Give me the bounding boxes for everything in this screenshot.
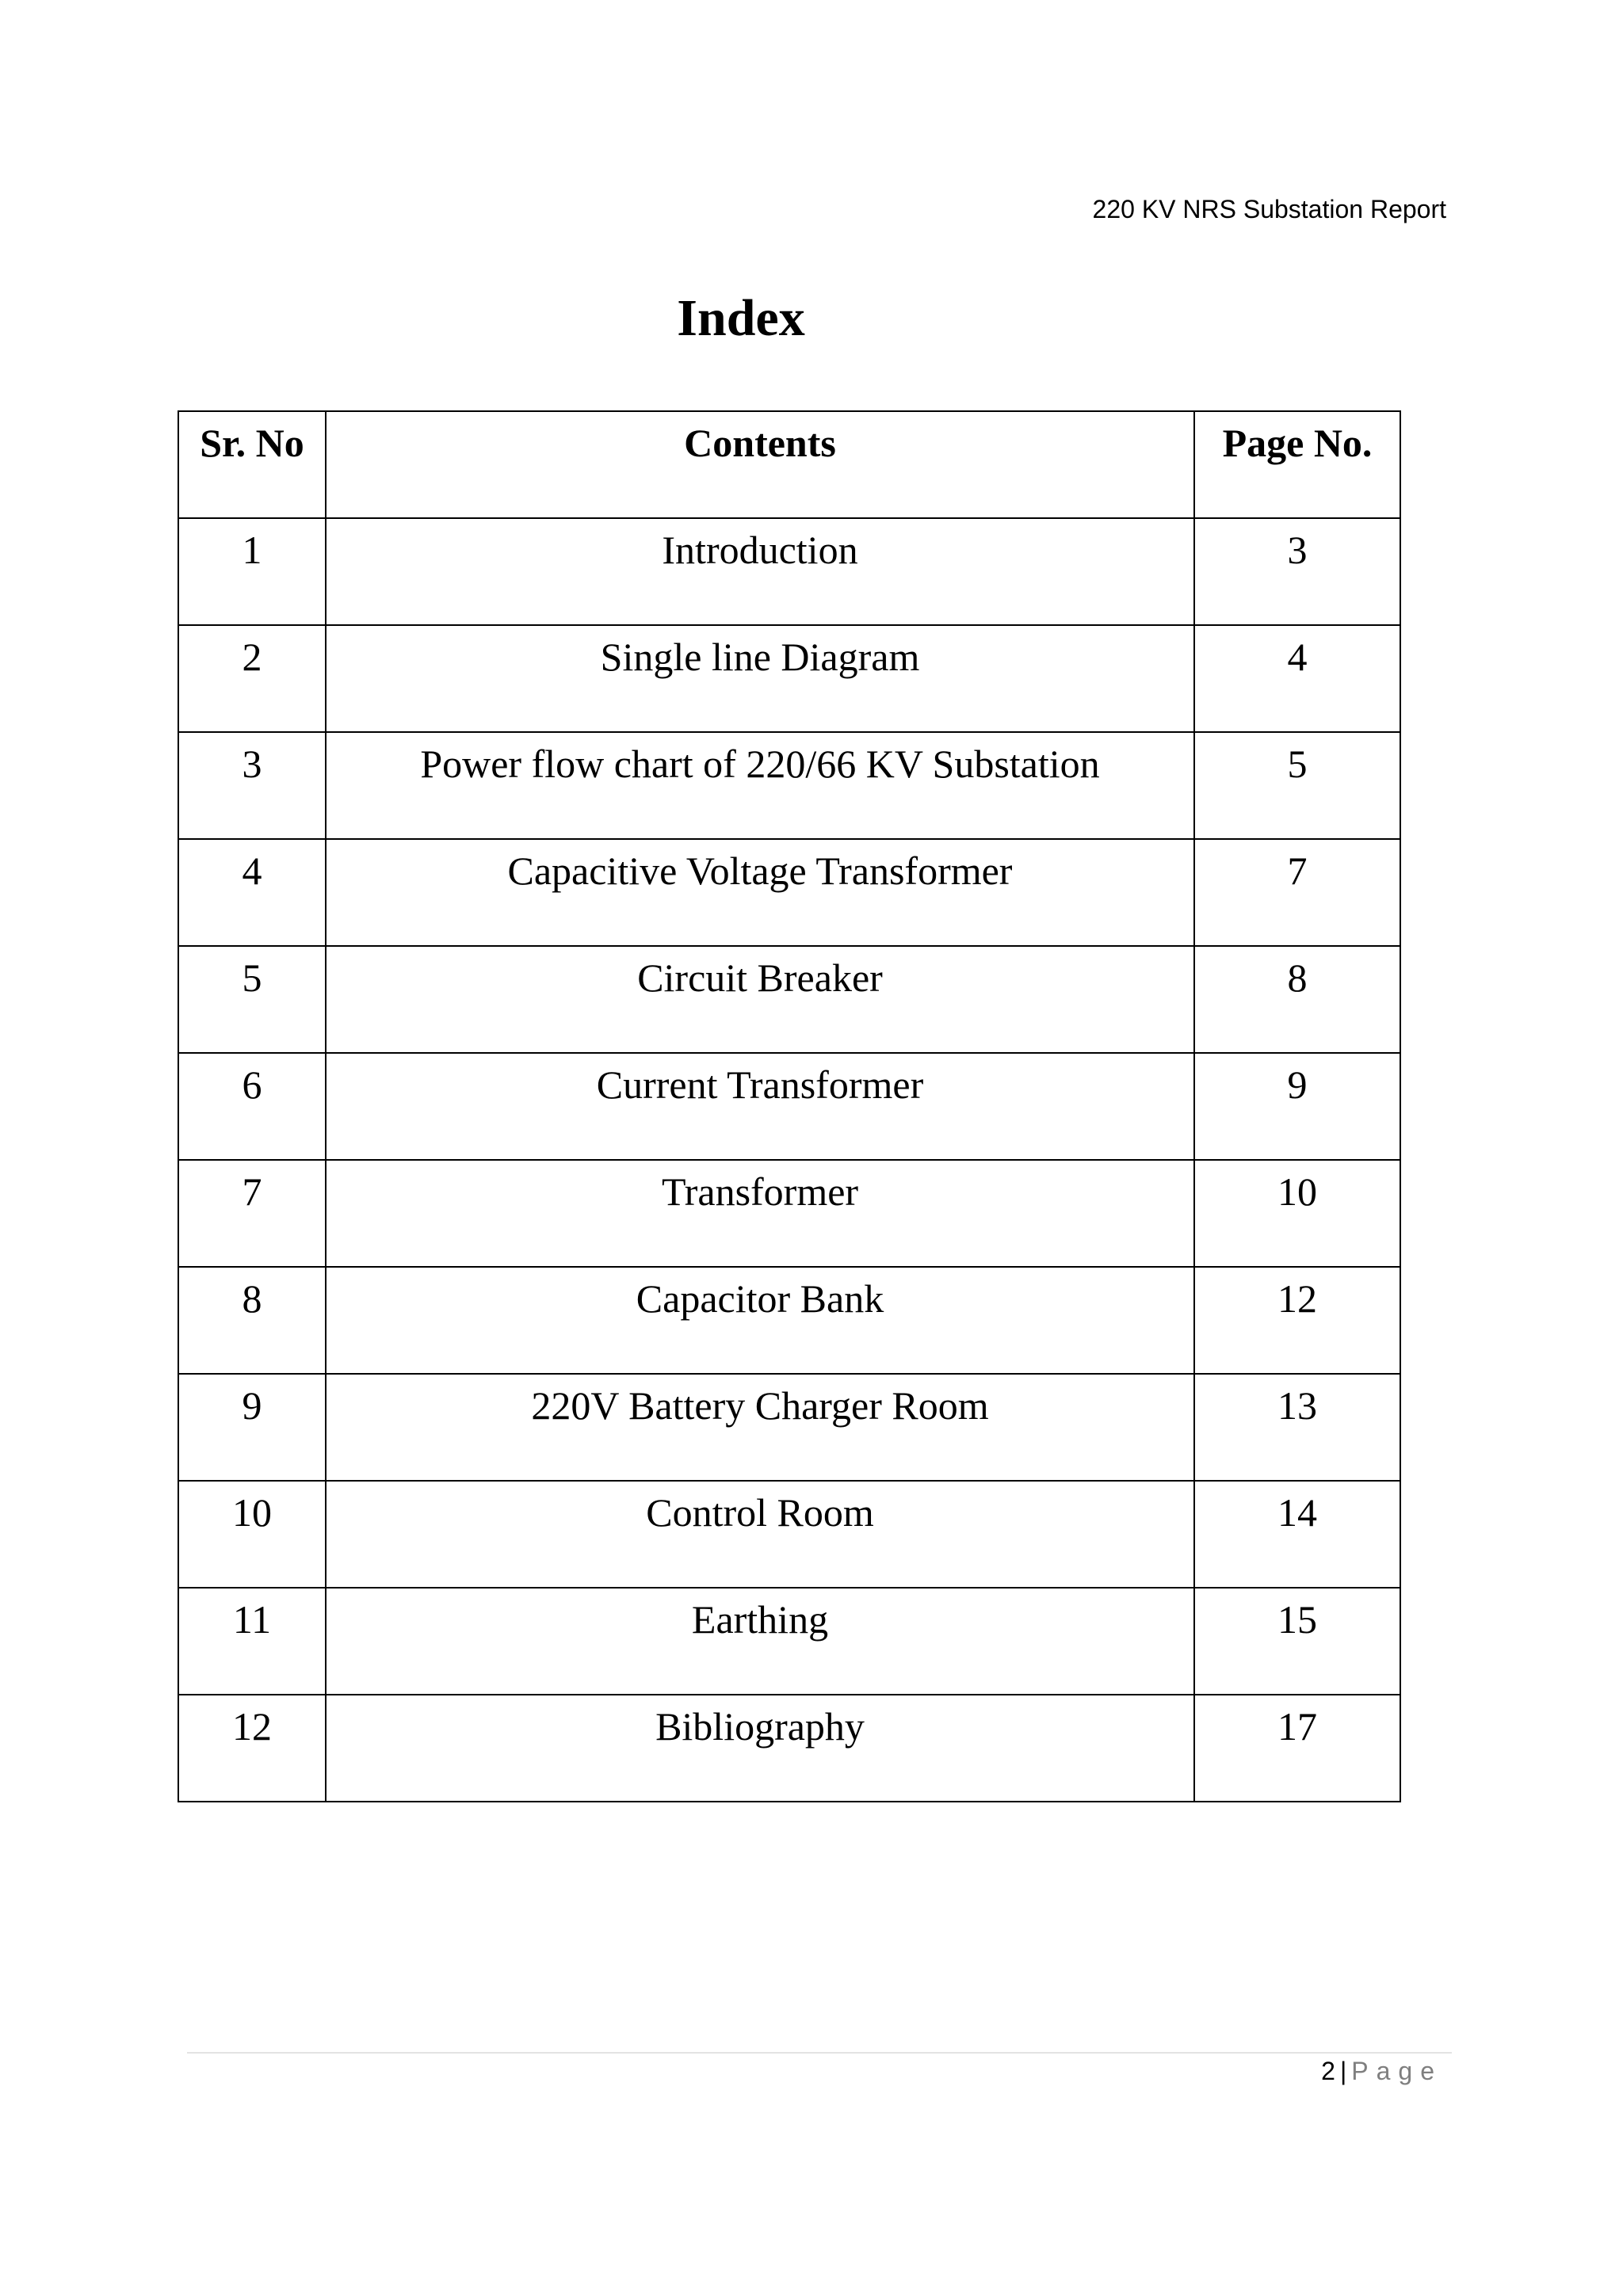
table-row: [178, 1588, 1400, 1695]
sr-cell: 9: [178, 1374, 326, 1481]
header-contents: Contents: [326, 411, 1194, 518]
table-row: [178, 1695, 1400, 1802]
sr-cell: 8: [178, 1267, 326, 1374]
page-footer: [1321, 2057, 1442, 2086]
sr-cell: 5: [178, 946, 326, 1053]
table-row: [178, 518, 1400, 625]
footer-divider: [187, 2052, 1452, 2054]
table-row: [178, 1053, 1400, 1160]
page-cell: 9: [1194, 1053, 1400, 1160]
footer-separator: |: [1339, 2057, 1347, 2085]
table-row: [178, 1160, 1400, 1267]
sr-cell: 12: [178, 1695, 326, 1802]
contents-cell: Current Transformer: [326, 1053, 1194, 1160]
sr-cell: 3: [178, 732, 326, 839]
contents-cell: Bibliography: [326, 1695, 1194, 1802]
page-cell: 3: [1194, 518, 1400, 625]
contents-cell: Capacitive Voltage Transformer: [326, 839, 1194, 946]
page-cell: 17: [1194, 1695, 1400, 1802]
sr-cell: 6: [178, 1053, 326, 1160]
table-row: [178, 1267, 1400, 1374]
page-cell: 8: [1194, 946, 1400, 1053]
table-row: [178, 1481, 1400, 1588]
table-header-row: [178, 411, 1400, 518]
sr-cell: 4: [178, 839, 326, 946]
contents-cell: Power flow chart of 220/66 KV Substation: [326, 732, 1194, 839]
page-cell: 13: [1194, 1374, 1400, 1481]
contents-cell: Introduction: [326, 518, 1194, 625]
running-header: 220 KV NRS Substation Report: [1092, 195, 1446, 223]
page-cell: 14: [1194, 1481, 1400, 1588]
page-label: Page: [1351, 2057, 1442, 2085]
table-row: [178, 839, 1400, 946]
contents-cell: Circuit Breaker: [326, 946, 1194, 1053]
sr-cell: 10: [178, 1481, 326, 1588]
header-sr-no: Sr. No: [178, 411, 326, 518]
page-cell: 7: [1194, 839, 1400, 946]
header-page-no: Page No.: [1194, 411, 1400, 518]
index-table: [178, 410, 1401, 1802]
table-row: [178, 946, 1400, 1053]
contents-cell: Capacitor Bank: [326, 1267, 1194, 1374]
contents-cell: Single line Diagram: [326, 625, 1194, 732]
contents-cell: 220V Battery Charger Room: [326, 1374, 1194, 1481]
sr-cell: 2: [178, 625, 326, 732]
page-cell: 10: [1194, 1160, 1400, 1267]
page-cell: 12: [1194, 1267, 1400, 1374]
page-title: Index: [677, 289, 805, 347]
page-cell: 4: [1194, 625, 1400, 732]
table-row: [178, 1374, 1400, 1481]
contents-cell: Transformer: [326, 1160, 1194, 1267]
table-row: [178, 732, 1400, 839]
table-row: [178, 625, 1400, 732]
sr-cell: 1: [178, 518, 326, 625]
page-number: 2: [1321, 2057, 1335, 2085]
page-cell: 5: [1194, 732, 1400, 839]
contents-cell: Control Room: [326, 1481, 1194, 1588]
contents-cell: Earthing: [326, 1588, 1194, 1695]
page-cell: 15: [1194, 1588, 1400, 1695]
sr-cell: 7: [178, 1160, 326, 1267]
sr-cell: 11: [178, 1588, 326, 1695]
